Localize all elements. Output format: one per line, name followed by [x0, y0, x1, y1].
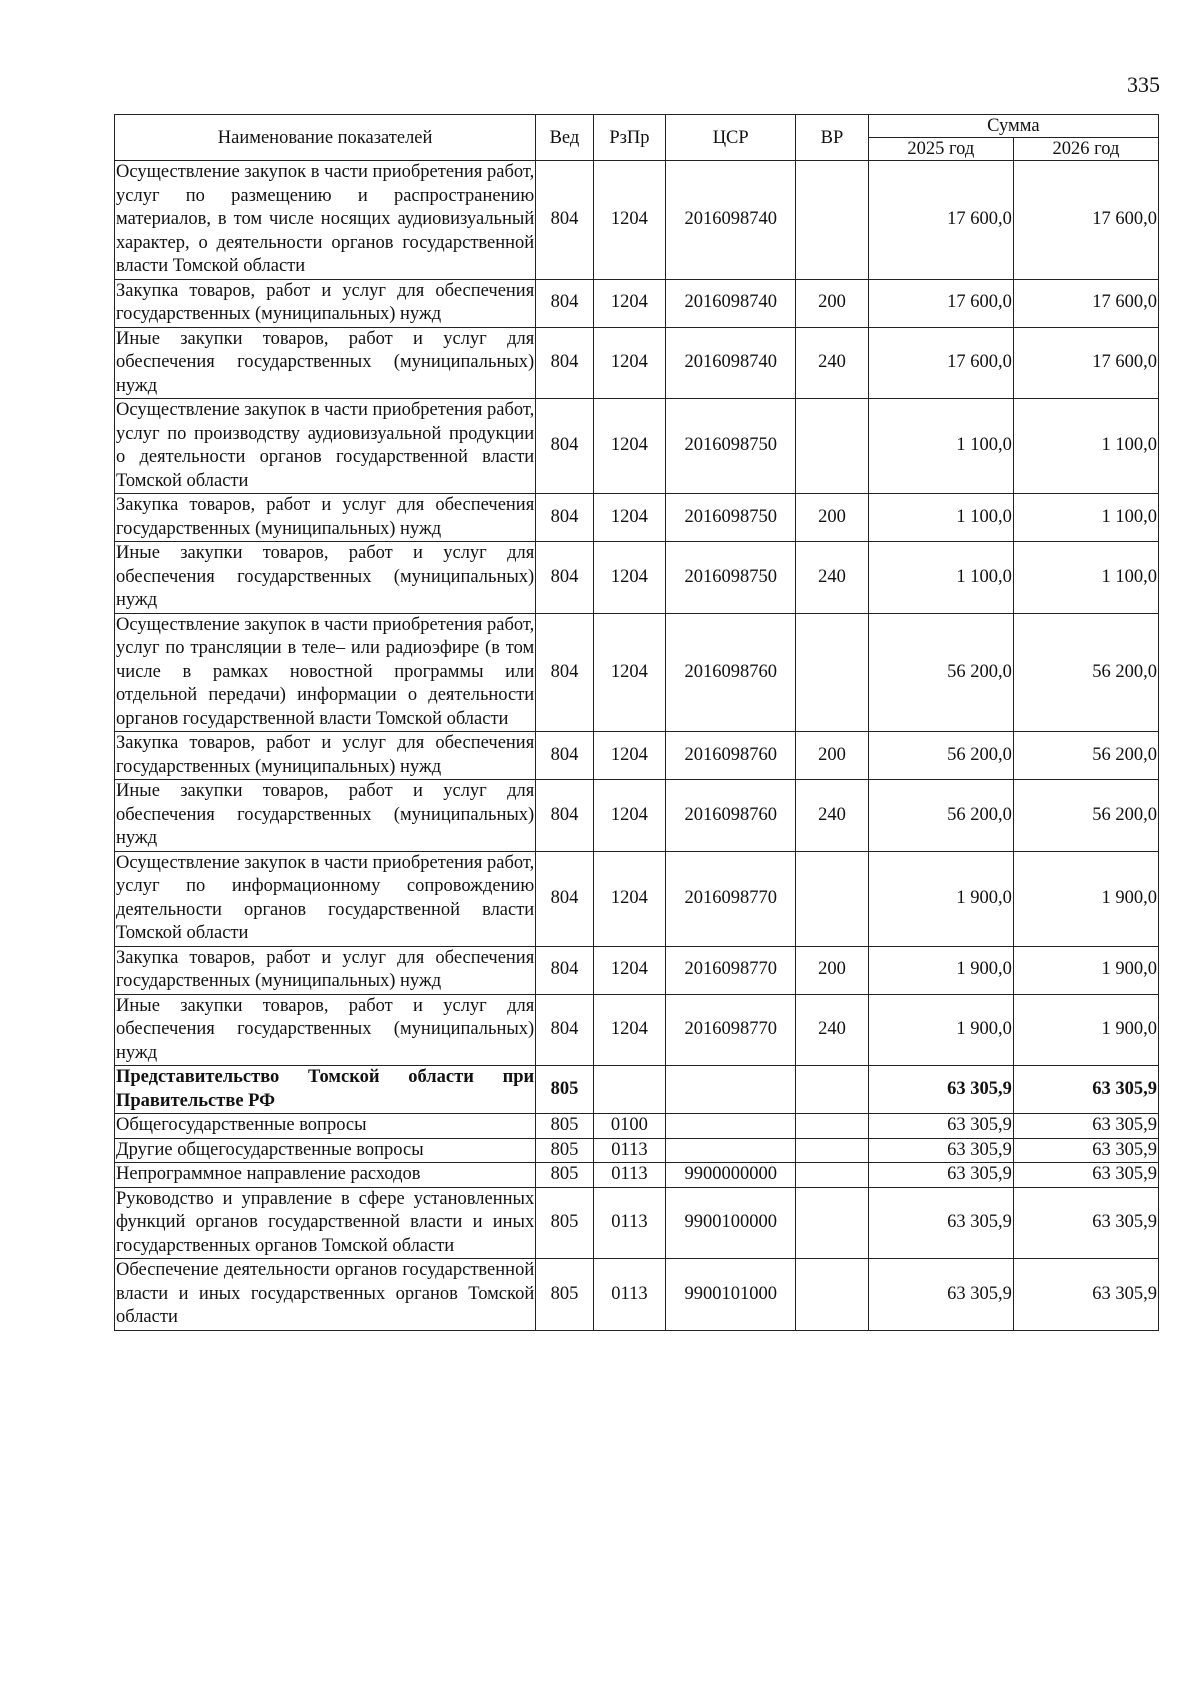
table-row	[115, 327, 1159, 399]
cell-vr: 240	[796, 994, 869, 1066]
cell-name: Осуществление закупок в части приобретения работ, услуг по информационному сопровождению деятельности органов государственной власти Томской области	[115, 851, 536, 946]
cell-vr	[796, 161, 869, 280]
cell-sum-2025: 1 100,0	[868, 542, 1013, 614]
cell-sum-2026: 63 305,9	[1013, 1114, 1158, 1139]
cell-name: Закупка товаров, работ и услуг для обеспечения государственных (муниципальных) нужд	[115, 732, 536, 780]
cell-ved: 804	[536, 732, 593, 780]
cell-vr	[796, 1163, 869, 1188]
cell-vr: 240	[796, 542, 869, 614]
cell-vr	[796, 1138, 869, 1163]
table-row	[115, 1138, 1159, 1163]
cell-sum-2025: 17 600,0	[868, 327, 1013, 399]
cell-sum-2025: 17 600,0	[868, 279, 1013, 327]
cell-ved: 804	[536, 946, 593, 994]
cell-rzpr: 1204	[593, 399, 666, 494]
header-year-2025: 2025 год	[868, 138, 1013, 161]
cell-name: Иные закупки товаров, работ и услуг для обеспечения государственных (муниципальных) нужд	[115, 994, 536, 1066]
cell-rzpr: 1204	[593, 851, 666, 946]
table-row	[115, 780, 1159, 852]
cell-sum-2026: 63 305,9	[1013, 1259, 1158, 1331]
cell-sum-2026: 1 900,0	[1013, 946, 1158, 994]
cell-csr	[666, 1066, 796, 1114]
cell-rzpr: 1204	[593, 494, 666, 542]
table-row	[115, 946, 1159, 994]
table-row	[115, 399, 1159, 494]
cell-ved: 804	[536, 613, 593, 732]
cell-csr: 2016098760	[666, 732, 796, 780]
cell-csr: 2016098740	[666, 327, 796, 399]
header-csr: ЦСР	[666, 115, 796, 161]
cell-sum-2026: 1 100,0	[1013, 542, 1158, 614]
cell-rzpr: 0113	[593, 1187, 666, 1259]
cell-sum-2025: 63 305,9	[868, 1187, 1013, 1259]
header-vr: ВР	[796, 115, 869, 161]
cell-name: Иные закупки товаров, работ и услуг для обеспечения государственных (муниципальных) нужд	[115, 780, 536, 852]
cell-ved: 804	[536, 780, 593, 852]
table-row	[115, 1163, 1159, 1188]
cell-sum-2026: 1 100,0	[1013, 399, 1158, 494]
table-row	[115, 1066, 1159, 1114]
cell-vr	[796, 613, 869, 732]
cell-ved: 805	[536, 1259, 593, 1331]
cell-name: Представительство Томской области при Правительстве РФ	[115, 1066, 536, 1114]
cell-sum-2025: 63 305,9	[868, 1138, 1013, 1163]
header-rzpr: РзПр	[593, 115, 666, 161]
cell-csr	[666, 1138, 796, 1163]
cell-vr	[796, 399, 869, 494]
cell-sum-2026: 17 600,0	[1013, 161, 1158, 280]
cell-vr	[796, 851, 869, 946]
cell-sum-2025: 1 900,0	[868, 994, 1013, 1066]
cell-sum-2025: 63 305,9	[868, 1066, 1013, 1114]
cell-rzpr: 1204	[593, 327, 666, 399]
cell-ved: 804	[536, 851, 593, 946]
table-row	[115, 1187, 1159, 1259]
cell-rzpr: 1204	[593, 946, 666, 994]
cell-sum-2026: 63 305,9	[1013, 1138, 1158, 1163]
cell-sum-2026: 17 600,0	[1013, 279, 1158, 327]
cell-sum-2025: 1 900,0	[868, 946, 1013, 994]
cell-rzpr: 0100	[593, 1114, 666, 1139]
cell-sum-2025: 1 100,0	[868, 494, 1013, 542]
cell-rzpr: 1204	[593, 542, 666, 614]
cell-ved: 804	[536, 161, 593, 280]
cell-name: Другие общегосударственные вопросы	[115, 1138, 536, 1163]
cell-sum-2026: 63 305,9	[1013, 1163, 1158, 1188]
cell-csr: 2016098750	[666, 542, 796, 614]
cell-vr: 200	[796, 946, 869, 994]
cell-sum-2025: 17 600,0	[868, 161, 1013, 280]
header-sum: Сумма	[868, 115, 1158, 138]
cell-name: Иные закупки товаров, работ и услуг для обеспечения государственных (муниципальных) нужд	[115, 327, 536, 399]
cell-vr	[796, 1066, 869, 1114]
cell-csr: 9900000000	[666, 1163, 796, 1188]
table-row	[115, 851, 1159, 946]
cell-ved: 805	[536, 1066, 593, 1114]
cell-name: Осуществление закупок в части приобретения работ, услуг по размещению и распространению материалов, в том числе носящих аудиовизуальный характер, о деятельности органов государственной власти Томской области	[115, 161, 536, 280]
cell-csr: 9900101000	[666, 1259, 796, 1331]
cell-sum-2026: 56 200,0	[1013, 613, 1158, 732]
cell-rzpr	[593, 1066, 666, 1114]
cell-rzpr: 1204	[593, 994, 666, 1066]
table-row	[115, 732, 1159, 780]
table-row	[115, 542, 1159, 614]
cell-sum-2026: 63 305,9	[1013, 1066, 1158, 1114]
table-row	[115, 1259, 1159, 1331]
cell-sum-2026: 63 305,9	[1013, 1187, 1158, 1259]
cell-ved: 804	[536, 994, 593, 1066]
cell-sum-2025: 63 305,9	[868, 1114, 1013, 1139]
cell-ved: 804	[536, 279, 593, 327]
cell-vr: 240	[796, 780, 869, 852]
cell-ved: 804	[536, 494, 593, 542]
cell-csr: 9900100000	[666, 1187, 796, 1259]
cell-sum-2026: 56 200,0	[1013, 732, 1158, 780]
cell-sum-2025: 1 900,0	[868, 851, 1013, 946]
cell-sum-2026: 1 900,0	[1013, 994, 1158, 1066]
cell-csr: 2016098740	[666, 279, 796, 327]
cell-rzpr: 0113	[593, 1138, 666, 1163]
cell-ved: 804	[536, 542, 593, 614]
cell-sum-2026: 17 600,0	[1013, 327, 1158, 399]
cell-sum-2026: 56 200,0	[1013, 780, 1158, 852]
cell-csr: 2016098760	[666, 780, 796, 852]
cell-csr: 2016098770	[666, 851, 796, 946]
header-name: Наименование показателей	[115, 115, 536, 161]
cell-csr: 2016098750	[666, 494, 796, 542]
cell-sum-2025: 56 200,0	[868, 780, 1013, 852]
page-number: 335	[1127, 72, 1160, 97]
cell-csr: 2016098770	[666, 946, 796, 994]
cell-name: Осуществление закупок в части приобретения работ, услуг по трансляции в теле– или радиоэфире (в том числе в рамках новостной программы или отдельной передачи) информации о деятельности органов государственной власти Томской области	[115, 613, 536, 732]
cell-rzpr: 1204	[593, 279, 666, 327]
table-row	[115, 279, 1159, 327]
cell-sum-2025: 1 100,0	[868, 399, 1013, 494]
cell-vr: 200	[796, 494, 869, 542]
cell-sum-2026: 1 900,0	[1013, 851, 1158, 946]
cell-vr	[796, 1114, 869, 1139]
header-ved: Вед	[536, 115, 593, 161]
cell-name: Руководство и управление в сфере установленных функций органов государственной власти и иных государственных органов Томской области	[115, 1187, 536, 1259]
cell-rzpr: 1204	[593, 613, 666, 732]
table-body	[115, 161, 1159, 1331]
header-year-2026: 2026 год	[1013, 138, 1158, 161]
cell-rzpr: 1204	[593, 732, 666, 780]
cell-ved: 805	[536, 1138, 593, 1163]
cell-sum-2025: 56 200,0	[868, 732, 1013, 780]
cell-name: Непрограммное направление расходов	[115, 1163, 536, 1188]
table-row	[115, 994, 1159, 1066]
cell-vr: 240	[796, 327, 869, 399]
cell-name: Осуществление закупок в части приобретения работ, услуг по производству аудиовизуальной продукции о деятельности органов государственной власти Томской области	[115, 399, 536, 494]
cell-rzpr: 0113	[593, 1259, 666, 1331]
cell-name: Закупка товаров, работ и услуг для обеспечения государственных (муниципальных) нужд	[115, 279, 536, 327]
cell-ved: 805	[536, 1163, 593, 1188]
cell-csr: 2016098760	[666, 613, 796, 732]
cell-csr	[666, 1114, 796, 1139]
cell-ved: 804	[536, 327, 593, 399]
cell-rzpr: 1204	[593, 780, 666, 852]
cell-sum-2025: 63 305,9	[868, 1163, 1013, 1188]
cell-rzpr: 0113	[593, 1163, 666, 1188]
table-row	[115, 613, 1159, 732]
cell-vr	[796, 1187, 869, 1259]
table-row	[115, 161, 1159, 280]
cell-name: Иные закупки товаров, работ и услуг для обеспечения государственных (муниципальных) нужд	[115, 542, 536, 614]
budget-table	[114, 114, 1159, 1331]
cell-rzpr: 1204	[593, 161, 666, 280]
cell-name: Обеспечение деятельности органов государственной власти и иных государственных органов Томской области	[115, 1259, 536, 1331]
cell-vr: 200	[796, 732, 869, 780]
cell-name: Закупка товаров, работ и услуг для обеспечения государственных (муниципальных) нужд	[115, 946, 536, 994]
table-header	[115, 115, 1159, 161]
table-row	[115, 494, 1159, 542]
cell-sum-2026: 1 100,0	[1013, 494, 1158, 542]
cell-sum-2025: 63 305,9	[868, 1259, 1013, 1331]
cell-csr: 2016098740	[666, 161, 796, 280]
cell-ved: 804	[536, 399, 593, 494]
cell-name: Общегосударственные вопросы	[115, 1114, 536, 1139]
cell-csr: 2016098770	[666, 994, 796, 1066]
cell-ved: 805	[536, 1114, 593, 1139]
cell-vr: 200	[796, 279, 869, 327]
cell-ved: 805	[536, 1187, 593, 1259]
cell-sum-2025: 56 200,0	[868, 613, 1013, 732]
cell-csr: 2016098750	[666, 399, 796, 494]
table-row	[115, 1114, 1159, 1139]
cell-vr	[796, 1259, 869, 1331]
cell-name: Закупка товаров, работ и услуг для обеспечения государственных (муниципальных) нужд	[115, 494, 536, 542]
